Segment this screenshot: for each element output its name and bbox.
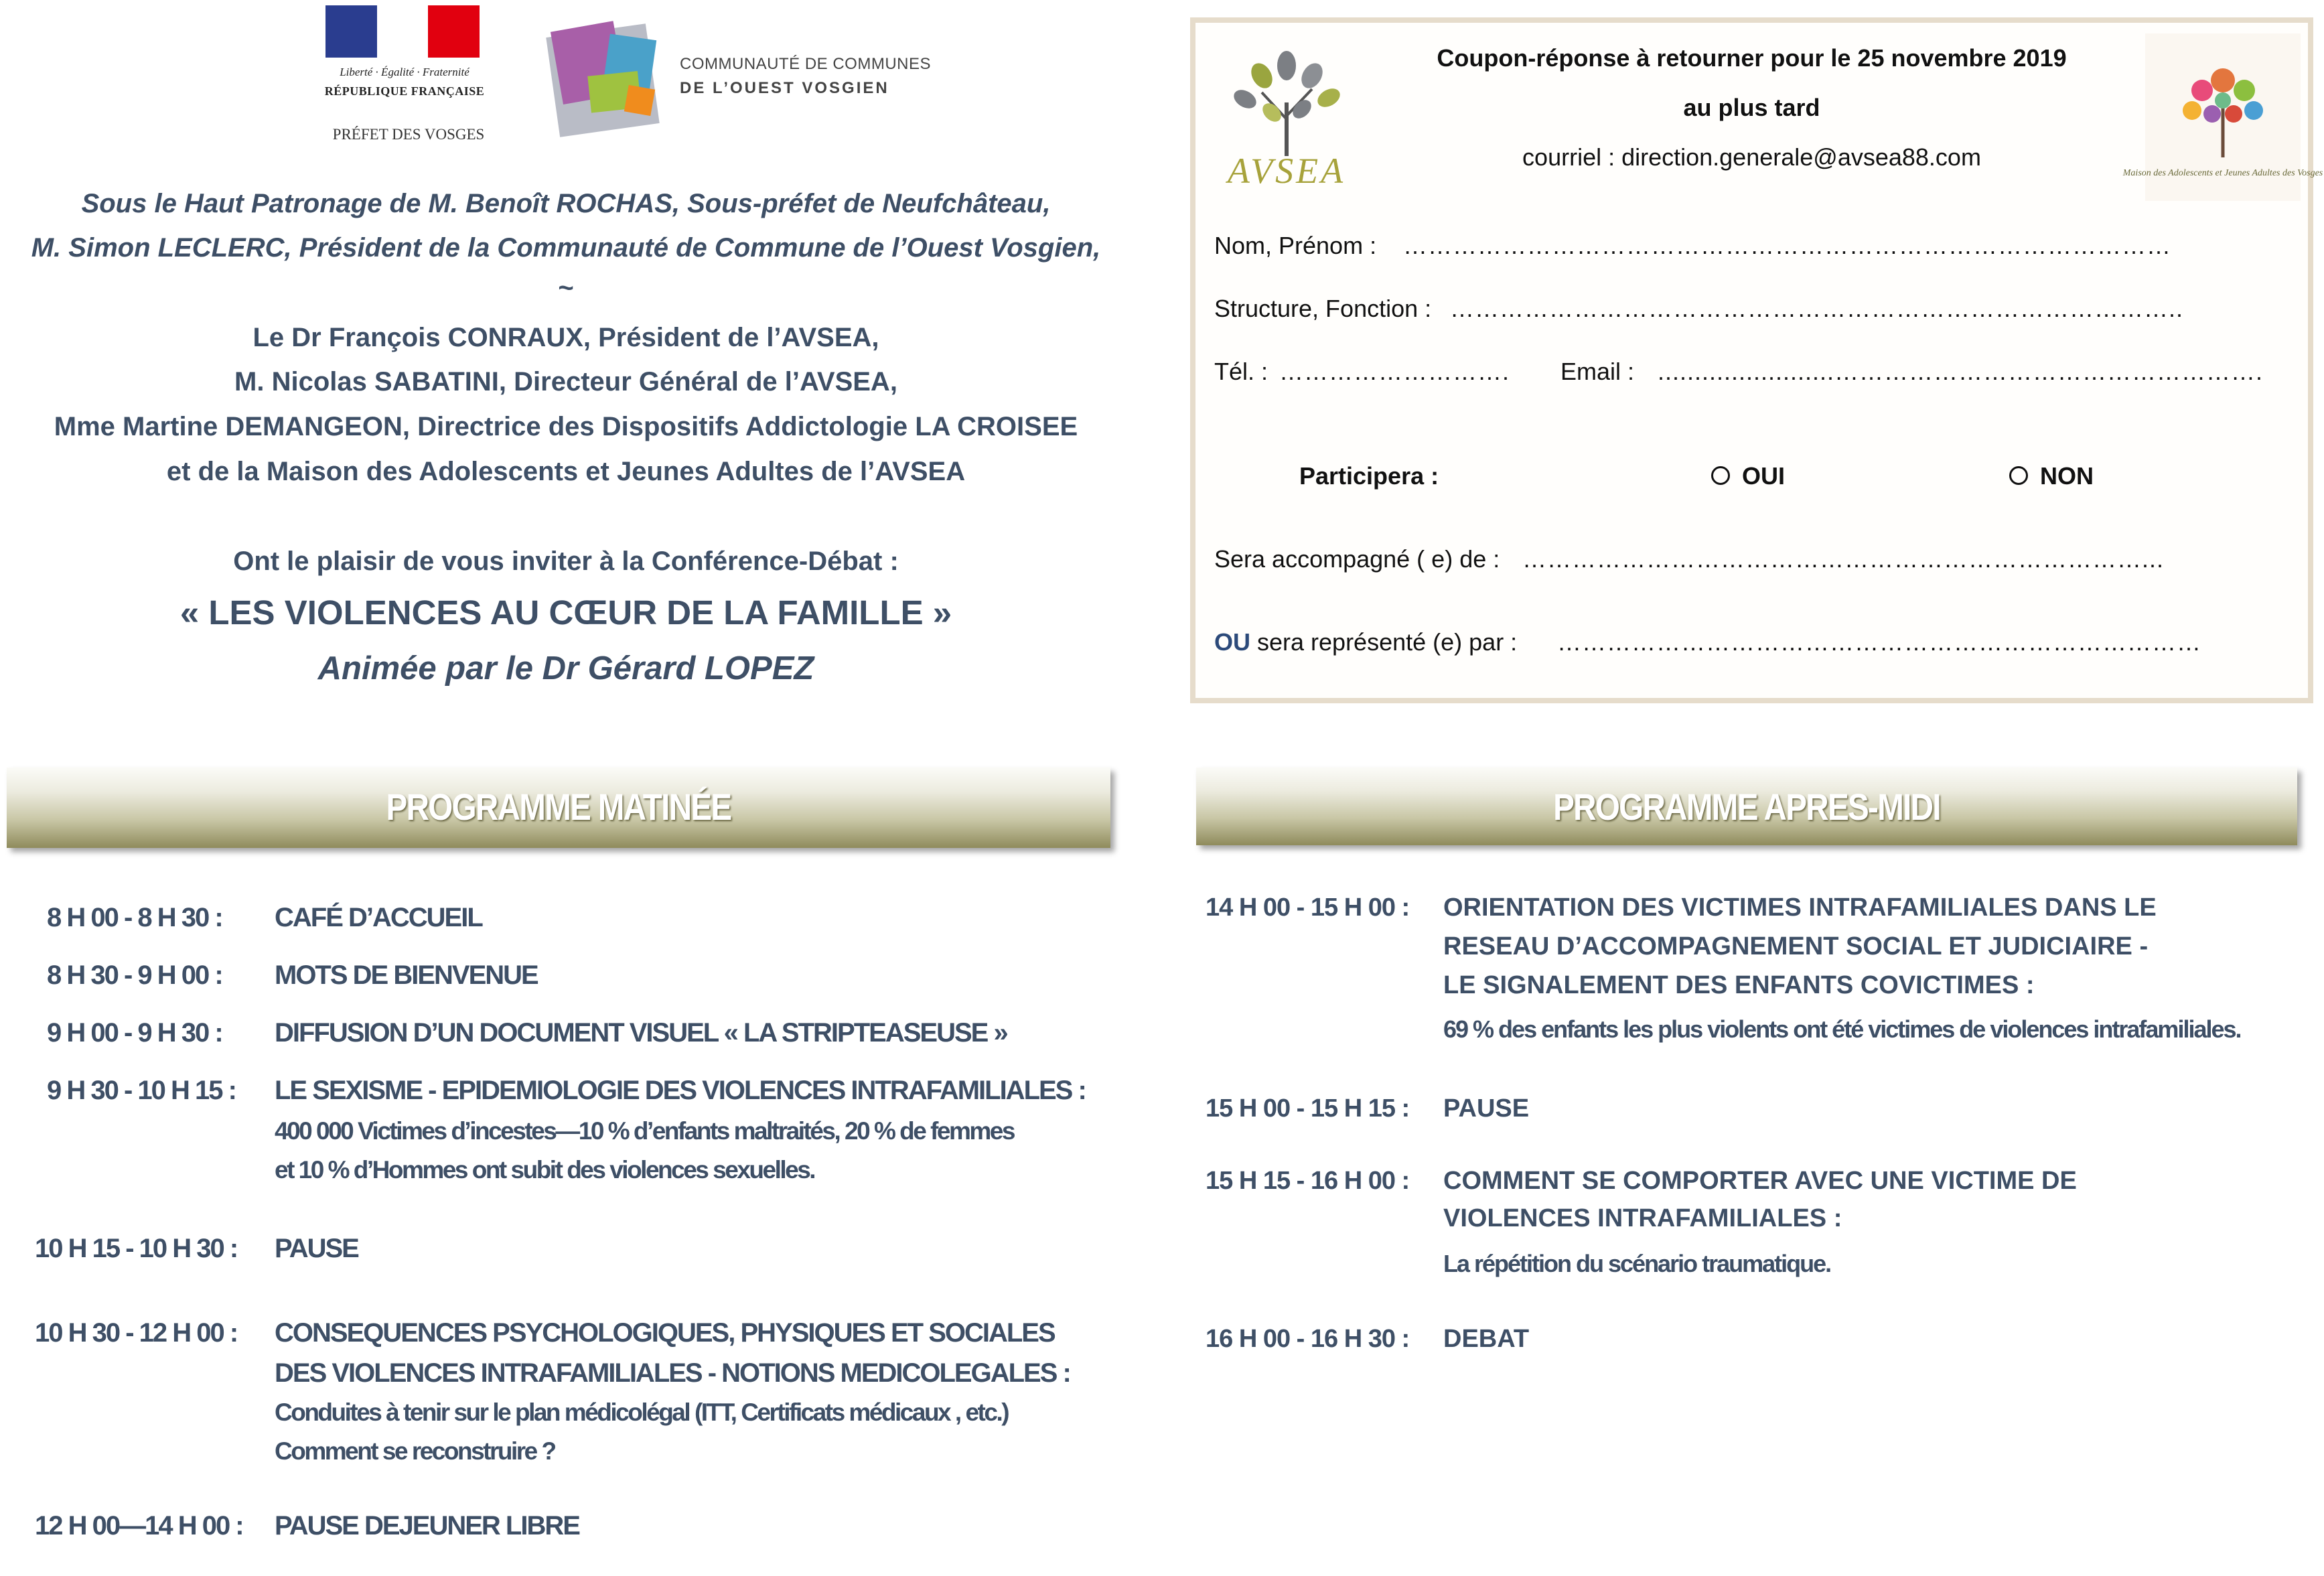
afternoon-time: 15 H 15 - 16 H 00 :	[1206, 1167, 1410, 1195]
rf-motto: Liberté · Égalité · Fraternité	[340, 66, 469, 78]
afternoon-detail: La répétition du scénario traumatique.	[1443, 1250, 1831, 1277]
ccov-line2: DE L’OUEST VOSGIEN	[680, 79, 889, 97]
morning-title: CAFÉ D’ACCUEIL	[275, 903, 482, 932]
afternoon-time: 15 H 00 - 15 H 15 :	[1206, 1094, 1410, 1123]
afternoon-header	[1196, 768, 2297, 845]
morning-detail: Conduites à tenir sur le plan médicolégal (ITT, Certificats médicaux , etc.)	[275, 1399, 1009, 1426]
mda-logo-text: Maison des Adolescents et Jeunes Adultes des Vosges	[2122, 168, 2323, 178]
rf-name: RÉPUBLIQUE FRANÇAISE	[324, 84, 485, 98]
email-field[interactable]: ........................…………………………………………….	[1658, 358, 2264, 385]
oui-label: OUI	[1742, 462, 1786, 490]
morning-title: MOTS DE BIENVENUE	[275, 960, 538, 990]
tel-label: Tél. :	[1214, 358, 1268, 385]
conference-title: « LES VIOLENCES AU CŒUR DE LA FAMILLE »	[179, 593, 952, 632]
non-label: NON	[2040, 462, 2094, 490]
morning-time: 10 H 30 - 12 H 00 :	[35, 1318, 238, 1348]
morning-title: LE SEXISME - EPIDEMIOLOGIE DES VIOLENCES INTRAFAMILIALES :	[275, 1076, 1086, 1105]
morning-time: 10 H 15 - 10 H 30 :	[35, 1234, 238, 1263]
morning-title: PAUSE	[275, 1234, 358, 1263]
avsea-logo-text: AVSEA	[1227, 151, 1346, 191]
republique-francaise-logo	[320, 5, 489, 146]
morning-time: 12 H 00—14 H 00 :	[35, 1511, 243, 1541]
afternoon-title-3: LE SIGNALEMENT DES ENFANTS COVICTIMES :	[1443, 971, 2035, 999]
afternoon-title-2: RESEAU D’ACCOMPAGNEMENT SOCIAL ET JUDICIAIRE -	[1443, 932, 2149, 960]
afternoon-detail: 69 % des enfants les plus violents ont été victimes de violences intrafamiliales.	[1443, 1015, 2241, 1043]
accompagne-field[interactable]: …………………………………………………………………...	[1522, 545, 2165, 573]
ccov-logo	[542, 13, 944, 147]
afternoon-header-title: PROGRAMME APRES-MIDI	[1553, 786, 1940, 828]
non-option[interactable]	[2009, 462, 2094, 490]
prefet-label: PRÉFET DES VOSGES	[332, 126, 485, 143]
name-field[interactable]: …………………………………………………………………………………	[1403, 232, 2171, 259]
name-label: Nom, Prénom :	[1214, 232, 1377, 259]
structure-label: Structure, Fonction :	[1214, 295, 1432, 322]
represente-text: sera représenté (e) par :	[1250, 628, 1518, 656]
coupon-reponse	[1190, 17, 2323, 703]
morning-time: 9 H 30 - 10 H 15 :	[47, 1076, 236, 1105]
morning-detail: Comment se reconstruire ?	[275, 1437, 555, 1465]
coupon-email: courriel : direction.generale@avsea88.com	[1522, 143, 1981, 171]
ccov-shapes-icon	[542, 13, 670, 141]
separator-tilde: ~	[558, 273, 574, 303]
oui-radio-icon[interactable]	[1711, 466, 1730, 485]
morning-time: 9 H 00 - 9 H 30 :	[47, 1018, 222, 1048]
patronage-line-2: M. Simon LECLERC, Président de la Communauté de Commune de l’Ouest Vosgien,	[31, 233, 1101, 263]
ou-label: OU	[1214, 628, 1250, 656]
afternoon-title: ORIENTATION DES VICTIMES INTRAFAMILIALES DANS LE	[1443, 893, 2157, 922]
afternoon-time: 14 H 00 - 15 H 00 :	[1206, 893, 1410, 922]
participera-label: Participera :	[1299, 462, 1439, 490]
tel-field[interactable]: ……………………….	[1279, 358, 1510, 385]
structure-field[interactable]: ……………………………………………………………………………..	[1450, 295, 2184, 322]
morning-header	[7, 768, 1110, 848]
morning-title: PAUSE DEJEUNER LIBRE	[275, 1511, 579, 1541]
morning-time: 8 H 00 - 8 H 30 :	[47, 903, 222, 932]
host-line-2: M. Nicolas SABATINI, Directeur Général de l’AVSEA,	[234, 367, 897, 397]
non-radio-icon[interactable]	[2009, 466, 2028, 485]
afternoon-title: COMMENT SE COMPORTER AVEC UNE VICTIME DE	[1443, 1167, 2077, 1195]
afternoon-title-2: VIOLENCES INTRAFAMILIALES :	[1443, 1204, 1842, 1232]
coupon-au-plus-tard: au plus tard	[1683, 94, 1820, 121]
represente-label	[1214, 628, 1517, 656]
coupon-deadline: Coupon-réponse à retourner pour le 25 novembre 2019	[1437, 44, 2067, 72]
morning-detail: 400 000 Victimes d’incestes—10 % d’enfants maltraités, 20 % de femmes	[275, 1117, 1014, 1145]
represente-field[interactable]: ……………………………………………………………………	[1557, 628, 2201, 656]
ccov-line1: COMMUNAUTÉ DE COMMUNES	[680, 55, 931, 73]
marianne-flag-icon	[325, 5, 480, 58]
morning-time: 8 H 30 - 9 H 00 :	[47, 960, 222, 990]
afternoon-title: PAUSE	[1443, 1094, 1530, 1123]
host-line-4: et de la Maison des Adolescents et Jeunes Adultes de l’AVSEA	[166, 457, 966, 486]
morning-header-title: PROGRAMME MATINÉE	[386, 786, 731, 828]
morning-detail: et 10 % d’Hommes ont subit des violences sexuelles.	[275, 1156, 815, 1184]
moderator-line: Animée par le Dr Gérard LOPEZ	[317, 650, 814, 687]
email-label: Email :	[1560, 358, 1635, 385]
host-line-3: Mme Martine DEMANGEON, Directrice des Dispositifs Addictologie LA CROISEE	[54, 412, 1078, 441]
accompagne-label: Sera accompagné ( e) de :	[1214, 545, 1500, 573]
oui-option[interactable]	[1711, 462, 1785, 490]
host-line-1: Le Dr François CONRAUX, Président de l’AVSEA,	[252, 323, 879, 352]
invite-line: Ont le plaisir de vous inviter à la Conférence-Débat :	[233, 547, 899, 576]
afternoon-time: 16 H 00 - 16 H 30 :	[1206, 1325, 1410, 1353]
morning-title: DIFFUSION D’UN DOCUMENT VISUEL « LA STRIPTEASEUSE »	[275, 1018, 1007, 1048]
patronage-line-1: Sous le Haut Patronage de M. Benoît ROCHAS, Sous-préfet de Neufchâteau,	[81, 189, 1051, 218]
morning-title-2: DES VIOLENCES INTRAFAMILIALES - NOTIONS MEDICOLEGALES :	[275, 1358, 1070, 1388]
morning-title: CONSEQUENCES PSYCHOLOGIQUES, PHYSIQUES ET SOCIALES	[275, 1318, 1055, 1348]
afternoon-title: DEBAT	[1443, 1325, 1530, 1353]
